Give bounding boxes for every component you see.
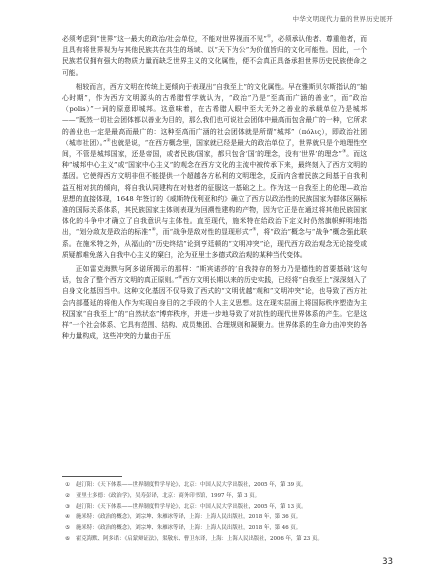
body-text xyxy=(62,34,367,342)
footnote-text: 赵汀阳：《天下体系——世界制度哲学导论》，北京：中国人民大学出版社，2005 年，第 39 页。 xyxy=(76,482,307,488)
paragraph xyxy=(62,34,367,79)
text-run: ，将“政治”概念与“战争”概念强此联系。在施米特之外，从福山的“历史终结”论到亨廷顿的“文明冲突”论，现代西方政治观念无论接受或质疑都难免落入自我中心主义的窠臼，沦为亚里士多德式政治观的某种当代变体。 xyxy=(62,228,367,259)
footnote-ref[interactable]: ③ xyxy=(341,149,347,155)
footnote xyxy=(62,491,367,502)
text-run: ，而“战争是敌对性的显现形式” xyxy=(155,228,253,237)
footnote-text: 亚里士多德：《政治学》，吴寿彭译，北京：商务印书馆，1997 年，第 3 页。 xyxy=(76,492,260,499)
footnote-number: ③ xyxy=(65,503,70,510)
text-run: 西方文明长期以来的历史实践，已经将“自我至上”深深刻入了自身文化基因当中。这种文化基因不仅导致了西式的“文明优越”观和“文明冲突”论，也导致了西方社会内部蔓延的将他人作为实现自身目的之手段的个人主义思想。这在现实层面上将国际秩序塑造为主权国家“自我至上”的“自然状态”博弈秩序，并进一步地导致了对抗性的现代世界体系的产生。它是这样“一个社会体系、它具有范围、结构、成员集团、合理规则和凝聚力。世界体系的生命力由冲突的各种力量构成，这些冲突的力量由于压 xyxy=(62,276,367,341)
footnote xyxy=(62,534,367,545)
footnote xyxy=(62,502,367,513)
footnote-ref[interactable]: ⑤ xyxy=(252,228,257,234)
text-run: 必须考虑到“世界”这一最大的政治/社会单位，不能对世界视而不见” xyxy=(62,35,267,43)
footnote-ref[interactable]: ⑥ xyxy=(178,276,183,281)
footnote xyxy=(62,523,367,534)
footnote-text: 施米特：《政治的概念》，刘宗坤、朱雁冰等译，上海：上海人民出版社，2018 年，第 36 页。 xyxy=(76,514,302,521)
paragraph xyxy=(62,82,367,261)
footnote-text: 霍克海默、阿多诺：《启蒙辩证法》，渠敬东、曹卫东译，上海：上海人民出版社，2006 年，第 23 页。 xyxy=(76,535,323,542)
text-run: 。而这种“城邦中心主义”或“国家中心主义”的观念在西方文化的主流中被传承下来，最终刻入了西方文明的基因。它使得西方文明非但不能提供一个超越各方私利的文明理念，反而内含着民族之间基于自我利益互相对抗的倾向，将自我认同建构在对他者的征服这一基础之上。作为这一自我至上的伦理—政治思想的直接体现，1648 年签订的《威斯特伐利亚和约》确立了西方以政治性的民族国家为群体区隔标准的国际关系体系，其民族国家主体则表现为回溯性建构的产物，因为它正是在通过将其他民族国家体化的斗争中才确立了自我意识与主体性。直至现代，施米特在给政治下定义时仍然旗帜鲜明地指出，“划分敌友是政治的标准” xyxy=(62,150,368,237)
footnote xyxy=(62,512,367,523)
footnote xyxy=(62,480,367,491)
paragraph xyxy=(62,264,367,342)
footnote-number: ② xyxy=(65,492,70,499)
page-number: 33 xyxy=(382,557,393,567)
footnote-number: ⑤ xyxy=(65,525,70,532)
footnote-number: ④ xyxy=(65,514,70,521)
text-run: 相较而言，西方文明在传统上更倾向于表现出“自我至上”的文化属性。早在雅斯贝尔斯指认的“轴心时期”，作为西方文明源头的古希腊哲学就认为，“政治”乃是“至高而广涵的善业”，而“政治（polis）”一词的原意即城邦。这意味着，在古希腊人眼中至大无外之善业的承载单位乃是城邦——“既然一切社会团体都以善业为目的，那么我们也可说社会团体中最高而包含最广的一种，它所求的善业也一定是最高而最广的：这种至高而广涵的社会团体就是所谓“城邦”（πόλις），即政治社团（城市社团）。” xyxy=(62,82,367,147)
text-run: ，必须承认他者、尊重他者，而且具有将世界视为与其他民族共在共生的场域、以“天下为公”为价值旨归的文化可能性。因此，一个民族若仅拥有强大的物质力量而缺乏世界主义的文化属性，便不会真正具备承担世界历史民族使命之可能。 xyxy=(62,35,367,77)
footnote-number: ① xyxy=(65,482,70,488)
footnote-ref[interactable]: ① xyxy=(266,34,272,40)
footnote-divider xyxy=(62,476,122,477)
footnotes xyxy=(62,480,367,545)
footnote-text: 赵汀阳：《天下体系——世界制度哲学导论》，北京：中国人民大学出版社，2005 年，第 13 页。 xyxy=(76,503,307,510)
footnote-number: ⑥ xyxy=(65,535,70,542)
text-run: 也就是说，“在西方概念里，国家就已经是最大的政治单位了，世界就只是个地理性空间，不管是城邦国家，还是帝国，或者民族/国家，都只包含‘国’的理念，没有‘世界’的理念” xyxy=(62,138,367,159)
footnote-ref[interactable]: ② xyxy=(106,138,111,144)
footnote-text: 施米特：《政治的概念》，刘宗坤、朱雁冰等译，上海：上海人民出版社，2018 年，第 46 页。 xyxy=(76,525,302,532)
running-head: 中华文明现代力量的世界历史展开 xyxy=(292,15,393,23)
text-run: 正如雷克海默与阿多诺所揭示的那样：“斯宾诺莎的‘自我持存的努力乃是德性的首要基础’这句话，包含了整个西方文明的真正原则。” xyxy=(62,265,367,285)
footnote-ref[interactable]: ④ xyxy=(151,228,156,234)
